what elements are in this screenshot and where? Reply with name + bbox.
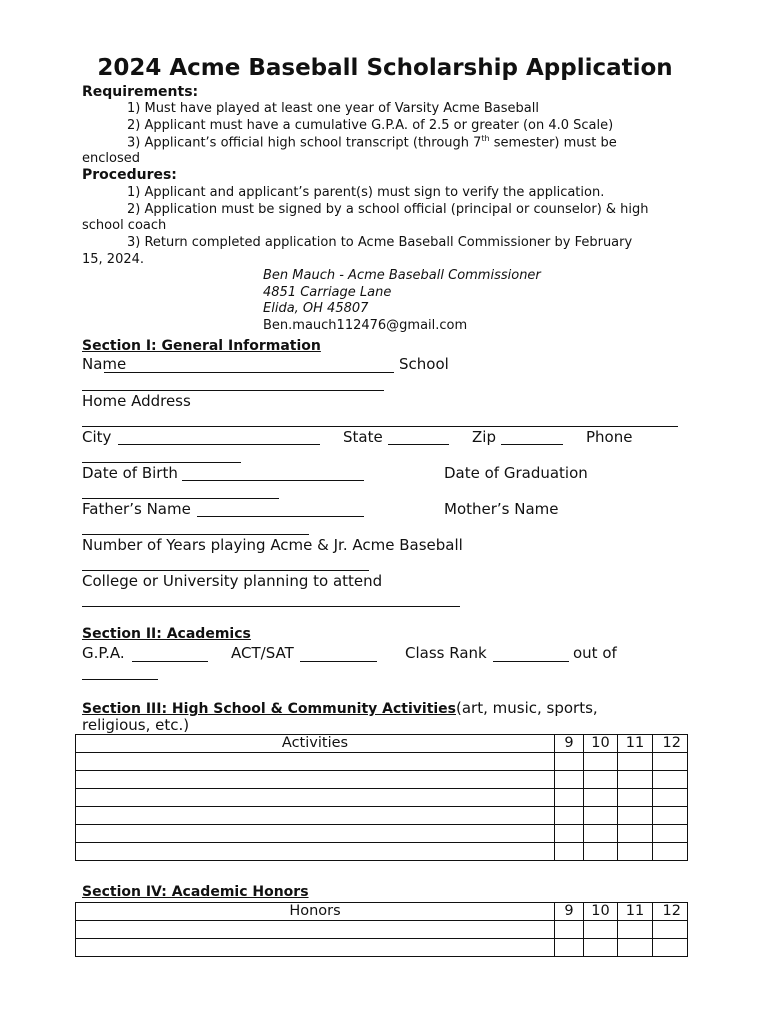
grade-9-header: 9: [555, 903, 584, 921]
section3-heading-line: [82, 699, 598, 717]
procedure-2: 2) Application must be signed by a school official (principal or counselor) & high: [127, 202, 649, 217]
grade-cell[interactable]: [555, 939, 584, 957]
honors-table: [75, 902, 688, 957]
grade-cell[interactable]: [584, 921, 618, 939]
activity-cell[interactable]: [76, 789, 555, 807]
grade-cell[interactable]: [618, 771, 653, 789]
grade-cell[interactable]: [618, 939, 653, 957]
grade-11-header: 11: [618, 903, 653, 921]
rank-label: Class Rank: [405, 644, 487, 662]
years-label: Number of Years playing Acme & Jr. Acme Baseball: [82, 536, 463, 554]
requirement-1: 1) Must have played at least one year of Varsity Acme Baseball: [127, 101, 539, 116]
procedure-2-wrap: school coach: [82, 218, 167, 233]
grade-cell[interactable]: [584, 789, 618, 807]
requirement-3: [127, 134, 617, 150]
activity-cell[interactable]: [76, 753, 555, 771]
grade-cell[interactable]: [555, 753, 584, 771]
phone-label: Phone: [586, 428, 633, 446]
requirement-3-wrap: enclosed: [82, 151, 140, 166]
table-row: [76, 789, 688, 807]
father-label: Father’s Name: [82, 500, 191, 518]
zip-field[interactable]: [501, 444, 563, 445]
contact-city: Elida, OH 45807: [263, 301, 369, 316]
grade-9-header: 9: [555, 735, 584, 753]
grade-cell[interactable]: [555, 825, 584, 843]
table-row: [76, 825, 688, 843]
phone-field[interactable]: [82, 462, 241, 463]
procedure-1: 1) Applicant and applicant’s parent(s) must sign to verify the application.: [127, 185, 605, 200]
act-field[interactable]: [300, 661, 377, 662]
grade-cell[interactable]: [618, 825, 653, 843]
grade-cell[interactable]: [653, 753, 688, 771]
father-field[interactable]: [197, 516, 364, 517]
grade-cell[interactable]: [653, 843, 688, 861]
dob-field[interactable]: [182, 480, 364, 481]
honor-cell[interactable]: [76, 939, 555, 957]
grade-cell[interactable]: [618, 921, 653, 939]
table-row: [76, 843, 688, 861]
requirement-3-text-cont: semester) must be: [489, 135, 617, 151]
mother-label: Mother’s Name: [444, 500, 559, 518]
out-of-label: out of: [573, 644, 617, 662]
procedure-3-wrap: 15, 2024.: [82, 252, 145, 267]
gpa-label: G.P.A.: [82, 644, 125, 662]
grade-cell[interactable]: [653, 939, 688, 957]
dob-label: Date of Birth: [82, 464, 178, 482]
table-row: [76, 939, 688, 957]
city-field[interactable]: [118, 444, 320, 445]
activity-cell[interactable]: [76, 843, 555, 861]
grade-cell[interactable]: [555, 789, 584, 807]
grade-10-header: 10: [584, 735, 618, 753]
section3-heading: Section III: High School & Community Activities: [82, 701, 457, 717]
grade-cell[interactable]: [618, 789, 653, 807]
activity-cell[interactable]: [76, 807, 555, 825]
grade-cell[interactable]: [584, 843, 618, 861]
grade-10-header: 10: [584, 903, 618, 921]
table-row: [76, 753, 688, 771]
mother-field[interactable]: [82, 534, 309, 535]
honors-column-header: Honors: [76, 903, 555, 921]
grade-cell[interactable]: [584, 807, 618, 825]
section1-heading: Section I: General Information: [82, 338, 321, 354]
grade-cell[interactable]: [555, 843, 584, 861]
grade-cell[interactable]: [653, 921, 688, 939]
table-row: [76, 921, 688, 939]
requirements-heading: Requirements:: [82, 84, 199, 100]
activity-cell[interactable]: [76, 771, 555, 789]
grade-cell[interactable]: [584, 771, 618, 789]
graduation-label: Date of Graduation: [444, 464, 588, 482]
grade-12-header: 12: [653, 735, 688, 753]
home-address-label: Home Address: [82, 392, 191, 410]
grade-cell[interactable]: [653, 771, 688, 789]
grade-cell[interactable]: [618, 807, 653, 825]
college-field[interactable]: [82, 606, 460, 607]
gpa-field[interactable]: [132, 661, 208, 662]
grade-cell[interactable]: [653, 825, 688, 843]
city-label: City: [82, 428, 112, 446]
college-label: College or University planning to attend: [82, 572, 383, 590]
honors-header-row: [76, 903, 688, 921]
section3-subtext-wrap: religious, etc.): [82, 716, 190, 734]
class-size-field[interactable]: [82, 679, 158, 680]
grade-cell[interactable]: [653, 789, 688, 807]
section4-heading: Section IV: Academic Honors: [82, 884, 309, 900]
grade-12-header: 12: [653, 903, 688, 921]
procedures-heading: Procedures:: [82, 167, 177, 183]
contact-name: Ben Mauch - Acme Baseball Commissioner: [263, 268, 541, 283]
table-row: [76, 807, 688, 825]
honor-cell[interactable]: [76, 921, 555, 939]
procedure-3: 3) Return completed application to Acme Baseball Commissioner by February: [127, 235, 633, 250]
grade-cell[interactable]: [584, 825, 618, 843]
grade-cell[interactable]: [555, 771, 584, 789]
table-row: [76, 771, 688, 789]
grade-cell[interactable]: [653, 807, 688, 825]
activity-cell[interactable]: [76, 825, 555, 843]
requirement-3-text: 3) Applicant’s official high school transcript (through 7: [127, 135, 482, 151]
grade-cell[interactable]: [584, 939, 618, 957]
activities-header-row: [76, 735, 688, 753]
grade-11-header: 11: [618, 735, 653, 753]
grade-cell[interactable]: [555, 807, 584, 825]
name-label: Name: [82, 355, 127, 373]
graduation-field[interactable]: [82, 498, 279, 499]
contact-email: Ben.mauch112476@gmail.com: [263, 318, 468, 333]
section3-subtext: (art, music, sports,: [456, 699, 598, 717]
zip-label: Zip: [472, 428, 496, 446]
requirement-3-superscript: th: [481, 134, 490, 143]
page-title: 2024 Acme Baseball Scholarship Application: [97, 55, 673, 81]
state-field[interactable]: [388, 444, 449, 445]
home-address-field[interactable]: [82, 426, 678, 427]
name-field[interactable]: [104, 372, 394, 373]
years-field[interactable]: [82, 570, 369, 571]
requirement-2: 2) Applicant must have a cumulative G.P.A. of 2.5 or greater (on 4.0 Scale): [127, 118, 614, 133]
contact-street: 4851 Carriage Lane: [263, 285, 392, 300]
rank-field[interactable]: [493, 661, 569, 662]
activities-column-header: Activities: [76, 735, 555, 753]
grade-cell[interactable]: [618, 843, 653, 861]
grade-cell[interactable]: [618, 753, 653, 771]
act-label: ACT/SAT: [231, 644, 294, 662]
grade-cell[interactable]: [555, 921, 584, 939]
activities-table: [75, 734, 688, 861]
school-field[interactable]: [82, 390, 384, 391]
school-label: School: [399, 355, 449, 373]
section2-heading: Section II: Academics: [82, 626, 251, 642]
state-label: State: [343, 428, 383, 446]
grade-cell[interactable]: [584, 753, 618, 771]
